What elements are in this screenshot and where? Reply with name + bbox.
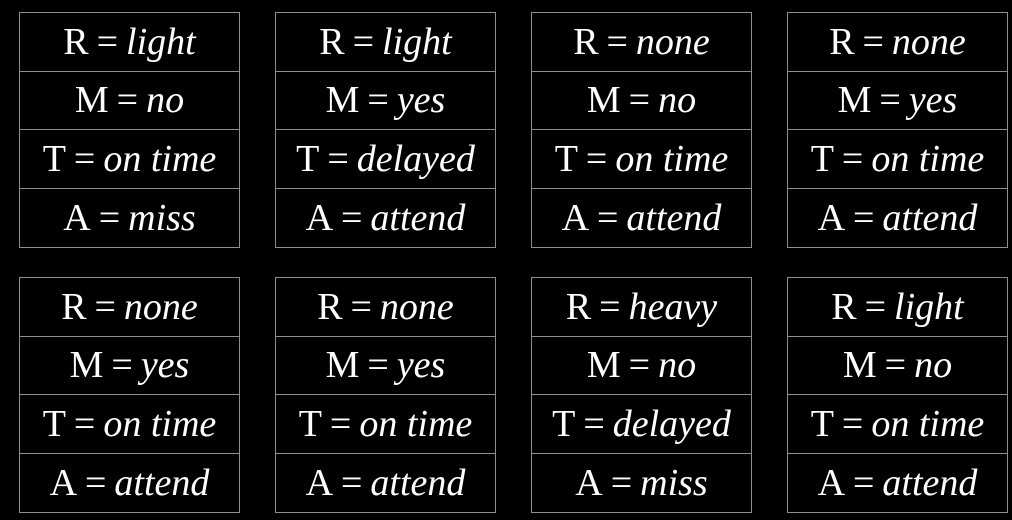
- variable-label: M: [586, 344, 621, 387]
- value-label: attend: [882, 461, 978, 504]
- variable-label: R: [565, 285, 592, 328]
- equals-sign: =: [628, 79, 651, 122]
- variable-label: R: [61, 285, 87, 328]
- value-label: attend: [370, 196, 466, 239]
- equals-sign: =: [841, 137, 864, 180]
- assignment-row: [788, 395, 1007, 454]
- variable-label: A: [561, 196, 590, 239]
- assignment-row: [788, 337, 1007, 396]
- assignment-row: [276, 395, 495, 454]
- assignment-row: [276, 337, 495, 396]
- assignment-card-2: [275, 12, 496, 248]
- assignment-row: [20, 13, 239, 72]
- value-label: on time: [871, 402, 985, 445]
- value-label: miss: [640, 461, 708, 504]
- assignment-row: [788, 278, 1007, 337]
- value-label: on time: [103, 402, 217, 445]
- variable-label: A: [305, 196, 334, 239]
- assignment-row: [20, 72, 239, 131]
- variable-label: A: [575, 461, 603, 504]
- equals-sign: =: [111, 344, 133, 387]
- variable-label: A: [63, 196, 91, 239]
- variable-label: M: [842, 344, 877, 387]
- equals-sign: =: [628, 344, 651, 387]
- assignment-row: [276, 189, 495, 248]
- equals-sign: =: [341, 461, 363, 504]
- variable-label: R: [319, 20, 345, 63]
- equals-sign: =: [341, 196, 363, 239]
- equals-sign: =: [606, 20, 628, 63]
- assignment-row: [532, 189, 751, 248]
- assignment-row: [20, 130, 239, 189]
- value-label: no: [658, 344, 697, 387]
- variable-label: T: [552, 402, 576, 445]
- variable-label: T: [42, 402, 66, 445]
- value-label: no: [146, 79, 185, 122]
- value-label: attend: [882, 196, 978, 239]
- variable-label: T: [810, 402, 834, 445]
- value-label: no: [914, 344, 953, 387]
- variable-label: M: [325, 344, 360, 387]
- assignment-row: [276, 278, 495, 337]
- value-label: yes: [396, 344, 446, 387]
- assignment-row: [276, 72, 495, 131]
- equals-sign: =: [853, 461, 875, 504]
- value-label: light: [126, 20, 196, 63]
- assignment-row: [20, 189, 239, 248]
- value-label: delayed: [356, 137, 475, 180]
- equals-sign: =: [85, 461, 107, 504]
- variable-label: R: [573, 20, 599, 63]
- assignment-row: [788, 13, 1007, 72]
- value-label: none: [379, 285, 454, 328]
- assignment-row: [788, 189, 1007, 248]
- equals-sign: =: [841, 402, 864, 445]
- assignment-row: [788, 454, 1007, 513]
- value-label: on time: [103, 137, 217, 180]
- value-label: heavy: [628, 285, 718, 328]
- assignment-row: [532, 72, 751, 131]
- assignment-row: [532, 395, 751, 454]
- value-label: no: [658, 79, 697, 122]
- assignment-card-6: [275, 277, 496, 513]
- assignment-row: [532, 13, 751, 72]
- equals-sign: =: [94, 285, 116, 328]
- value-label: delayed: [612, 402, 731, 445]
- variable-label: T: [42, 137, 66, 180]
- value-label: none: [123, 285, 198, 328]
- equals-sign: =: [329, 402, 352, 445]
- equals-sign: =: [352, 20, 375, 63]
- equals-sign: =: [98, 196, 121, 239]
- equals-sign: =: [597, 196, 619, 239]
- value-label: attend: [114, 461, 210, 504]
- equals-sign: =: [862, 20, 884, 63]
- assignment-card-8: [787, 277, 1008, 513]
- value-label: miss: [128, 196, 196, 239]
- equals-sign: =: [350, 285, 372, 328]
- assignment-row: [532, 454, 751, 513]
- value-label: attend: [626, 196, 722, 239]
- variable-label: R: [829, 20, 855, 63]
- assignment-row: [20, 278, 239, 337]
- equals-sign: =: [116, 79, 139, 122]
- assignment-row: [276, 454, 495, 513]
- assignment-row: [788, 72, 1007, 131]
- variable-label: A: [817, 196, 846, 239]
- variable-label: T: [554, 137, 578, 180]
- value-label: none: [635, 20, 710, 63]
- equals-sign: =: [599, 285, 621, 328]
- value-label: on time: [871, 137, 985, 180]
- value-label: none: [891, 20, 966, 63]
- equals-sign: =: [96, 20, 119, 63]
- variable-label: A: [49, 461, 78, 504]
- equals-sign: =: [327, 137, 349, 180]
- variable-label: R: [63, 20, 89, 63]
- variable-label: M: [69, 344, 104, 387]
- value-label: yes: [140, 344, 190, 387]
- equals-sign: =: [879, 79, 901, 122]
- equals-sign: =: [585, 137, 608, 180]
- variable-label: T: [810, 137, 834, 180]
- value-label: attend: [370, 461, 466, 504]
- assignment-row: [532, 278, 751, 337]
- variable-label: R: [831, 285, 857, 328]
- value-label: yes: [908, 79, 958, 122]
- equals-sign: =: [73, 402, 96, 445]
- variable-label: A: [817, 461, 846, 504]
- assignment-card-1: [19, 12, 240, 248]
- assignment-row: [20, 454, 239, 513]
- assignment-row: [788, 130, 1007, 189]
- assignment-card-7: [531, 277, 752, 513]
- value-label: yes: [396, 79, 446, 122]
- assignment-row: [532, 337, 751, 396]
- variable-label: A: [305, 461, 334, 504]
- variable-label: T: [296, 137, 320, 180]
- equals-sign: =: [884, 344, 907, 387]
- value-label: on time: [615, 137, 729, 180]
- assignment-row: [532, 130, 751, 189]
- equals-sign: =: [864, 285, 887, 328]
- variable-label: R: [317, 285, 343, 328]
- assignment-card-4: [787, 12, 1008, 248]
- variable-label: T: [298, 402, 322, 445]
- equals-sign: =: [367, 79, 389, 122]
- variable-label: M: [325, 79, 360, 122]
- equals-sign: =: [583, 402, 605, 445]
- variable-label: M: [837, 79, 872, 122]
- variable-label: M: [586, 79, 621, 122]
- value-label: light: [382, 20, 452, 63]
- assignment-row: [276, 130, 495, 189]
- assignment-card-5: [19, 277, 240, 513]
- assignment-row: [20, 395, 239, 454]
- value-label: light: [894, 285, 964, 328]
- equals-sign: =: [853, 196, 875, 239]
- equals-sign: =: [367, 344, 389, 387]
- equals-sign: =: [73, 137, 96, 180]
- value-label: on time: [359, 402, 473, 445]
- assignment-row: [20, 337, 239, 396]
- variable-label: M: [74, 79, 109, 122]
- equals-sign: =: [610, 461, 633, 504]
- assignment-card-3: [531, 12, 752, 248]
- assignment-row: [276, 13, 495, 72]
